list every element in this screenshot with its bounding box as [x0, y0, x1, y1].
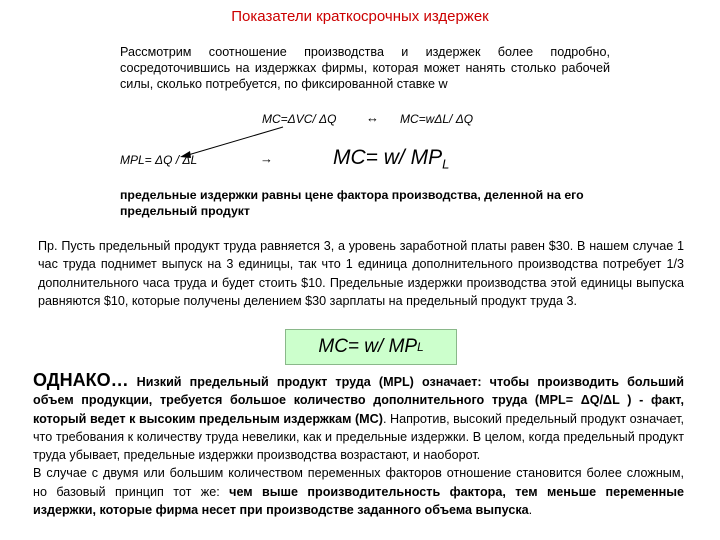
example-paragraph: Пр. Пусть предельный продукт труда равняется 3, а уровень заработной платы равен $30. В нашем случае 1 час труда поднимет выпуск на 3 единицы, так что 1 единица дополнительного производства потребует 1/3 дополнительного часа труда и будет стоить $10. Предельные издержки производства этой единицы выпуска равняются $10, которые получены делением $30 зарплаты на предельный продукт труда 3. [38, 239, 684, 309]
formula-mpl: MPL= ΔQ / ΔL [120, 153, 198, 167]
formula-box-sub: L [417, 340, 424, 354]
formula-mc-vc: MC=ΔVC/ ΔQ [262, 112, 337, 126]
low-mpl-bold-text: Низкий предельный продукт труда (MPL) означает: чтобы производить больший объем продукции, требуется большое количество дополнительного труда (MPL= ΔQ/ΔL ) - факт, который ведет к высоким предельным издержкам (MC) [33, 375, 684, 426]
formula-mc-big-sub: L [442, 156, 450, 172]
formula-box-main: MC= w/ MP [318, 336, 418, 357]
odnako-heading: ОДНАКО… [33, 370, 129, 390]
intro-paragraph: Рассмотрим соотношение производства и издержек более подробно, сосредоточившись на издержках фирмы, которая может нанять столько рабочей силы, сколько потребуется, по фиксированной ставке w [120, 45, 610, 91]
lower-section [33, 371, 684, 519]
slide-title: Показатели краткосрочных издержек [231, 8, 489, 25]
high-mpl-text: . Напротив, высокий предельный продукт означает, что требования к количеству труда невелики, как и предельные издержки. В целом, когда предельный продукт труда убывает, предельные издержки производства возрастают, и наоборот. [33, 411, 684, 463]
bold-conclusion: предельные издержки равны цене фактора производства, деленной на его предельный продукт [120, 188, 584, 218]
formula-box [285, 329, 457, 365]
multiple-factors-text: В случае с двумя или большим количеством переменных факторов отношение становится более сложным, но базовый принцип тот же: [33, 466, 684, 499]
right-arrow-icon: → [260, 151, 273, 166]
productivity-principle-bold: чем выше производительность фактора, тем меньше переменные издержки, которые фирма несет при производстве заданного объема выпуска [33, 484, 684, 518]
final-period: . [528, 503, 533, 518]
formula-mc-big [333, 146, 449, 172]
formula-mc-big-main: MC= w/ MP [333, 146, 443, 169]
formula-mc-wl: MC=wΔL/ ΔQ [400, 112, 474, 126]
equivalence-arrow-icon: ↔ [366, 110, 379, 125]
